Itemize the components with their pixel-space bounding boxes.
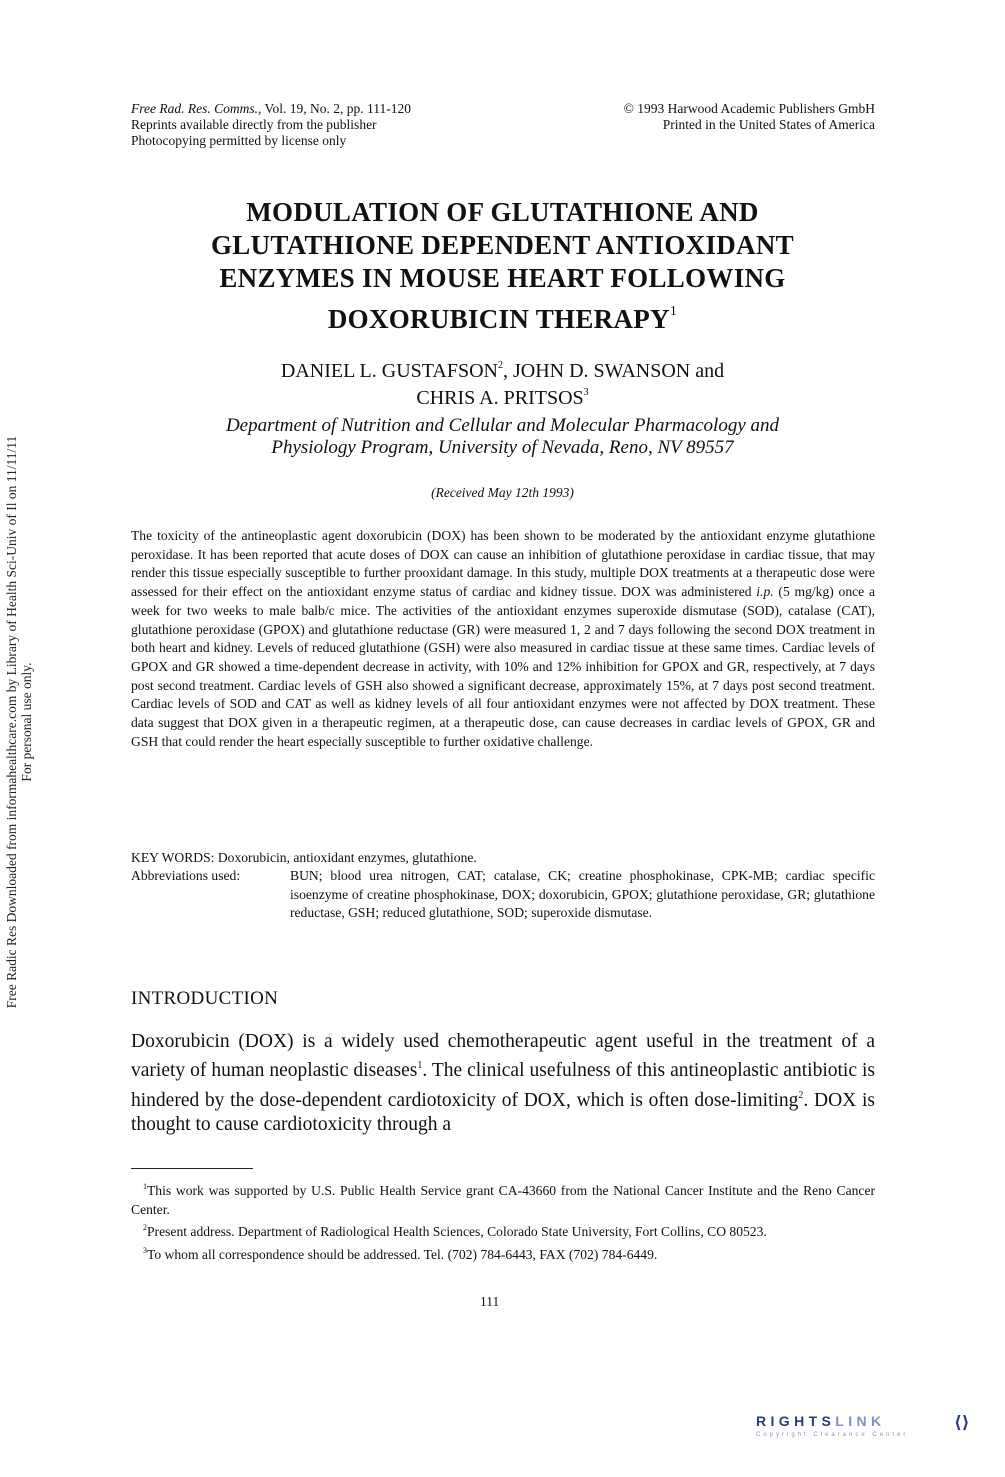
footnote-text-1: This work was supported by U.S. Public Health Service grant CA-43660 from the National Cancer Institute and the Reno Cancer Center. xyxy=(131,1183,875,1217)
abstract-part-2: (5 mg/kg) once a week for two weeks to male balb/c mice. The activities of the antioxidant enzymes superoxide dismutase (SOD), catalase (CAT), glutathione peroxidase (GPOX) and glutathione reductase (GR) were measured 1, 2 and 7 days following the second DOX treatment in both heart and kidney. Levels of reduced glutathione (GSH) were also measured in cardiac tissue at these same times. Cardiac levels of GPOX and GR showed a time-dependent decrease in activity, with 10% and 12% inhibition for GPOX and GR, respectively, at 7 days post second treatment. Cardiac levels of GSH also showed a significant decrease, approximately 15%, at 7 days post second treatment. Cardiac levels of SOD and CAT as well as kidney levels of all four antioxidant enzymes were not affected by DOX treatment. These data suggest that DOX given in a therapeutic regimen, at a therapeutic dose, can cause decreases in cardiac levels of GPOX, GR and GSH that could render the heart especially susceptible to further oxidative challenge. xyxy=(131,584,875,749)
title-footnote-mark: 1 xyxy=(669,304,678,319)
footnotes xyxy=(131,1178,875,1264)
rightslink-link: LINK xyxy=(835,1413,886,1429)
keywords: KEY WORDS: Doxorubicin, antioxidant enzymes, glutathione. xyxy=(131,850,477,865)
affiliation xyxy=(120,415,885,459)
received-date: (Received May 12th 1993) xyxy=(431,485,574,500)
footnote-text-3: To whom all correspondence should be addressed. Tel. (702) 784-6443, FAX (702) 784-6449. xyxy=(147,1246,658,1262)
intro-text-2: . The clinical usefulness of this antineoplastic antibiotic is hindered by the dose-dependent cardiotoxicity of DOX, which is often dose-limiting xyxy=(131,1060,875,1111)
intro-text-1: Doxorubicin (DOX) is a widely used chemotherapeutic agent useful in the treatment of a variety of human neoplastic diseases xyxy=(131,1031,875,1082)
abbreviations-text: BUN; blood urea nitrogen, CAT; catalase, CK; creatine phosphokinase, CPK-MB; cardiac specific isoenzyme of creatine phosphokinase, DOX; doxorubicin, GPOX; glutathione peroxidase, GR; glutathione reductase, GSH; reduced glutathione, SOD; superoxide dismutase. xyxy=(290,868,875,921)
photocopy-note: Photocopying permitted by license only xyxy=(131,133,347,148)
title-line-4 xyxy=(100,295,905,336)
author-gustafson: DANIEL L. GUSTAFSON xyxy=(280,360,498,382)
affiliation-line-2: Physiology Program, University of Nevada, Reno, NV 89557 xyxy=(271,437,734,458)
section-heading-introduction: INTRODUCTION xyxy=(131,988,279,1009)
author-line-2 xyxy=(100,382,905,409)
title-line-4-text: DOXORUBICIN THERAPY xyxy=(327,304,670,334)
footnote-divider xyxy=(131,1168,253,1169)
author-pritsos: CHRIS A. PRITSOS xyxy=(416,387,584,409)
rightslink-logo[interactable] xyxy=(756,1413,986,1453)
rightslink-wordmark xyxy=(756,1413,886,1429)
running-header-left xyxy=(131,101,411,149)
author-swanson: , JOHN D. SWANSON and xyxy=(502,360,725,382)
author-mark-2: 2 xyxy=(497,360,503,371)
download-watermark-line-1: Free Radic Res Downloaded from informahealthcare.com by Library of Health Sci-Univ of Il on 11/11/11 xyxy=(4,435,19,1009)
journal-volume: , Vol. 19, No. 2, pp. 111-120 xyxy=(257,101,411,116)
author-list xyxy=(100,355,905,409)
footnote-1 xyxy=(131,1178,875,1219)
printed-line: Printed in the United States of America xyxy=(662,117,875,132)
citation-line xyxy=(131,101,411,117)
footnote-mark-3: 3 xyxy=(143,1245,147,1255)
abstract xyxy=(131,527,875,751)
journal-name: Free Rad. Res. Comms. xyxy=(131,101,258,116)
abstract-ip: i.p. xyxy=(756,584,774,600)
intro-ref-1: 1 xyxy=(417,1060,423,1072)
reprints-note: Reprints available directly from the publisher xyxy=(131,117,377,132)
footnote-text-2: Present address. Department of Radiological Health Sciences, Colorado State University, Fort Collins, CO 80523. xyxy=(147,1224,767,1239)
footnote-mark-1: 1 xyxy=(143,1182,147,1191)
abstract-part-1: The toxicity of the antineoplastic agent doxorubicin (DOX) has been shown to be moderated by the antioxidant enzyme glutathione peroxidase. It has been reported that acute doses of DOX can cause an inhibition of glutathione peroxidase in cardiac tissue, that may render this tissue especially susceptible to further prooxidant damage. In this study, multiple DOX treatments at a therapeutic dose were assessed for their effect on the antioxidant enzyme status of cardiac and kidney tissue. DOX was administered xyxy=(131,528,875,600)
author-mark-3: 3 xyxy=(583,387,589,398)
footnote-mark-2: 2 xyxy=(143,1223,147,1232)
copyright-line: © 1993 Harwood Academic Publishers GmbH xyxy=(623,101,875,116)
title-line-3: ENZYMES IN MOUSE HEART FOLLOWING xyxy=(219,263,786,293)
article-title xyxy=(100,196,905,336)
title-line-1: MODULATION OF GLUTATHIONE AND xyxy=(246,197,759,227)
title-line-2: GLUTATHIONE DEPENDENT ANTIOXIDANT xyxy=(210,230,794,260)
rightslink-rights: RIGHTS xyxy=(756,1413,836,1429)
download-watermark xyxy=(4,436,34,1008)
intro-text-3: . DOX is thought to cause cardiotoxicity through a xyxy=(131,1089,875,1135)
rightslink-subtitle: Copyright Clearance Center xyxy=(756,1432,909,1438)
introduction-paragraph xyxy=(131,1030,875,1137)
footnote-2 xyxy=(131,1219,875,1242)
running-header-right xyxy=(624,101,875,133)
page-number: 111 xyxy=(480,1294,500,1309)
rightslink-bracket-icon: ⟨⟩ xyxy=(954,1413,970,1433)
download-watermark-line-2: For personal use only. xyxy=(19,662,34,782)
abbreviations-label: Abbreviations used: xyxy=(131,868,241,883)
intro-ref-2: 2 xyxy=(798,1089,804,1101)
affiliation-line-1: Department of Nutrition and Cellular and Molecular Pharmacology and xyxy=(225,415,780,436)
author-line-1 xyxy=(100,355,905,382)
footnote-3 xyxy=(131,1242,875,1265)
